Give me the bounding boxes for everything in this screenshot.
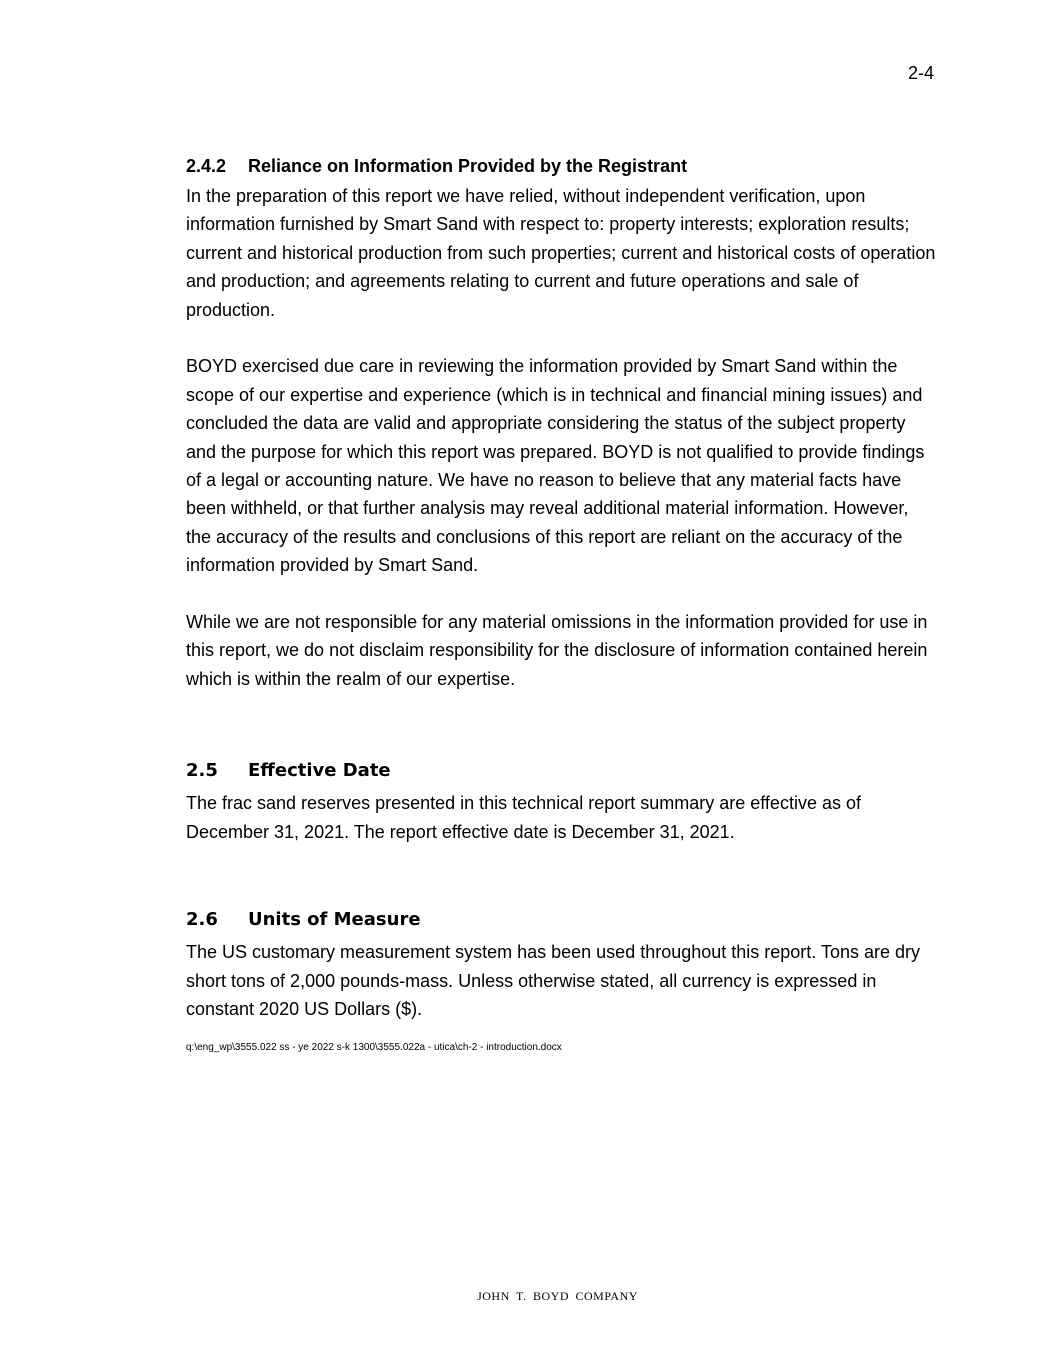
section-title: Effective Date bbox=[248, 760, 391, 782]
reliance-paragraph-2: BOYD exercised due care in reviewing the information provided by Smart Sand within the scope of our expertise and experience (which is in technical and financial mining issues) and concluded the data are valid and appropriate considering the status of the subject property and the purpose for which this report was prepared. BOYD is not qualified to provide findings of a legal or accounting nature. We have no reason to believe that any material facts have been withheld, or that further analysis may reveal additional material information. However, the accuracy of the results and conclusions of this report are reliant on the accuracy of the information provided by Smart Sand. bbox=[186, 356, 925, 576]
section-number: 2.5 bbox=[186, 760, 218, 782]
effective-date-paragraph: The frac sand reserves presented in this technical report summary are effective as of December 31, 2021. The report effective date is December 31, 2021. bbox=[186, 793, 861, 842]
reliance-paragraph-1: In the preparation of this report we have relied, without independent verification, upon information furnished by Smart Sand with respect to: property interests; exploration results; current and historical production from such properties; current and historical costs of operation and production; and agreements relating to current and future operations and sale of production. bbox=[186, 186, 936, 320]
page-number: 2-4 bbox=[907, 63, 934, 83]
section-heading-2-5 bbox=[186, 759, 936, 783]
units-of-measure-paragraph: The US customary measurement system has been used throughout this report. Tons are dry short tons of 2,000 pounds-mass. Unless otherwise stated, all currency is expressed in constant 2020 US Dollars ($). bbox=[186, 942, 921, 1019]
section-title: Units of Measure bbox=[248, 909, 421, 931]
section-heading-2-6 bbox=[186, 908, 936, 932]
subsection-heading-2-4-2 bbox=[186, 154, 936, 178]
subsection-title: Reliance on Information Provided by the Registrant bbox=[248, 156, 688, 176]
footer-company-name: JOHN T. BOYD COMPANY bbox=[477, 1289, 638, 1303]
reliance-paragraph-3: While we are not responsible for any material omissions in the information provided for use in this report, we do not disclaim responsibility for the disclosure of information contained herein which is within the realm of our expertise. bbox=[186, 612, 928, 689]
document-body bbox=[186, 154, 936, 1055]
section-number: 2.6 bbox=[186, 909, 218, 931]
subsection-number: 2.4.2 bbox=[186, 156, 227, 176]
file-path: q:\eng_wp\3555.022 ss - ye 2022 s-k 1300\3555.022a - utica\ch-2 - introduction.docx bbox=[186, 1042, 562, 1054]
